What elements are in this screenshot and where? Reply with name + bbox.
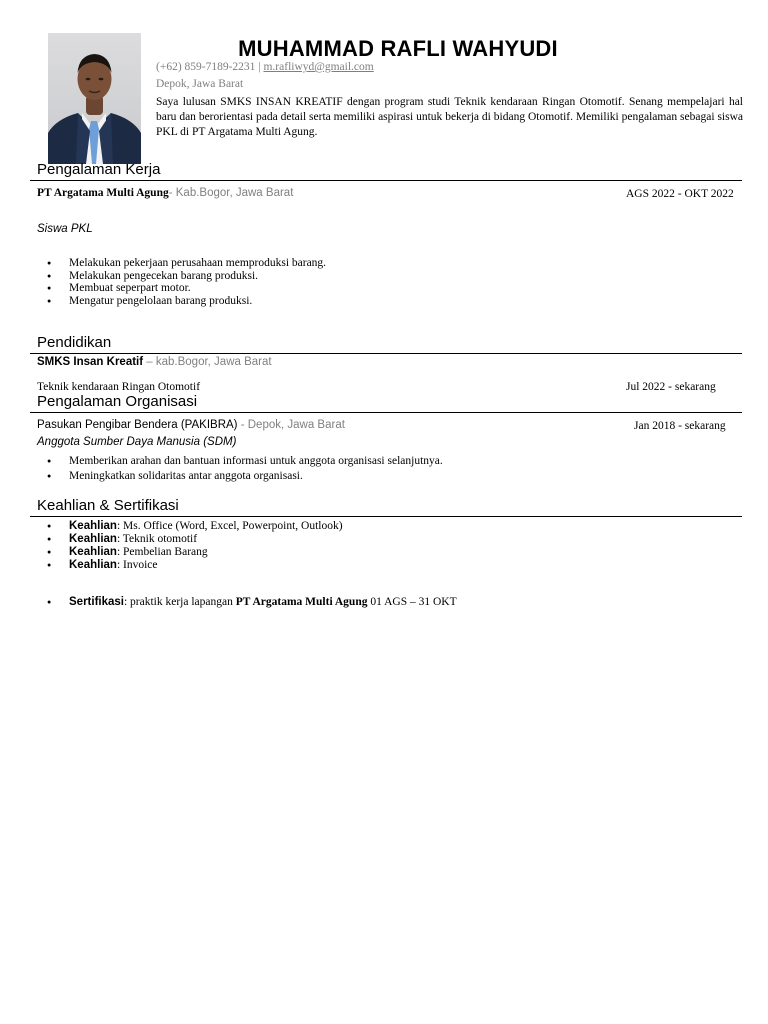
section-divider	[30, 516, 742, 517]
skill-label: Keahlian	[69, 559, 117, 571]
experience-company: PT Argatama Multi Agung	[37, 187, 169, 199]
list-item: ● Meningkatkan solidaritas antar anggota organisasi.	[47, 469, 687, 484]
organization-dates: Jan 2018 - sekarang	[634, 420, 726, 432]
experience-dates: AGS 2022 - OKT 2022	[626, 188, 734, 200]
skill-value: : Pembelian Barang	[116, 546, 208, 558]
location: Depok, Jawa Barat	[156, 78, 244, 90]
skill-item	[47, 520, 647, 533]
skill-item	[47, 559, 647, 572]
summary-paragraph: Saya lulusan SMKS INSAN KREATIF dengan program studi Teknik kendaraan Ringan Otomotif. Senang mempelajari hal baru dan berorientasi pada detail serta memiliki aspirasi untuk bekerja di bidang Otomotif. Memiliki pengalaman sebagai siswa PKL di PT Argatama Multi Agung.	[156, 96, 743, 138]
certification-dates: 01 AGS – 31 OKT	[367, 596, 457, 608]
skill-item	[47, 546, 647, 559]
experience-company-line	[37, 187, 293, 199]
section-title-organization: Pengalaman Organisasi	[37, 393, 198, 410]
organization-name: Pasukan Pengibar Bendera (PAKIBRA)	[37, 419, 238, 431]
email-link[interactable]: m.rafliwyd@gmail.com	[263, 61, 374, 73]
certification-label: Sertifikasi	[69, 596, 124, 608]
section-title-education: Pendidikan	[37, 334, 112, 351]
section-divider	[30, 412, 742, 413]
skill-label: Keahlian	[69, 520, 117, 532]
section-title-experience: Pengalaman Kerja	[37, 161, 161, 178]
organization-role: Anggota Sumber Daya Manusia (SDM)	[37, 436, 237, 448]
skill-label: Keahlian	[69, 533, 117, 545]
skill-value: : Teknik otomotif	[116, 533, 198, 545]
certification-item	[47, 596, 687, 609]
education-dates: Jul 2022 - sekarang	[626, 381, 716, 393]
list-item: ● Melakukan pekerjaan perusahaan memproduksi barang.	[47, 257, 647, 270]
certification-text: : praktik kerja lapangan	[123, 596, 236, 608]
education-school: SMKS Insan Kreatif	[37, 356, 144, 368]
list-item: ● Mengatur pengelolaan barang produksi.	[47, 295, 647, 308]
experience-role: Siswa PKL	[37, 223, 93, 235]
list-item: ● Memberikan arahan dan bantuan informasi untuk anggota organisasi selanjutnya.	[47, 454, 687, 469]
education-school-line	[37, 356, 272, 368]
section-divider	[30, 180, 742, 181]
profile-photo-image	[48, 33, 141, 164]
skill-value: : Invoice	[116, 559, 158, 571]
organization-location: - Depok, Jawa Barat	[240, 419, 345, 431]
profile-photo	[48, 33, 141, 164]
certification-list	[47, 596, 687, 609]
candidate-name: MUHAMMAD RAFLI WAHYUDI	[238, 36, 558, 61]
phone-number: (+62) 859-7189-2231 |	[156, 61, 261, 73]
experience-location: - Kab.Bogor, Jawa Barat	[168, 187, 294, 199]
section-title-skills: Keahlian & Sertifikasi	[37, 497, 179, 514]
list-item: ● Melakukan pengecekan barang produksi.	[47, 270, 647, 283]
education-program: Teknik kendaraan Ringan Otomotif	[37, 381, 201, 393]
education-location: – kab.Bogor, Jawa Barat	[146, 356, 272, 368]
skill-value: : Ms. Office (Word, Excel, Powerpoint, Outlook)	[116, 520, 343, 532]
skill-item	[47, 533, 647, 546]
organization-bullets	[47, 454, 687, 484]
certification-company: PT Argatama Multi Agung	[235, 596, 368, 608]
list-item: ● Membuat seperpart motor.	[47, 282, 647, 295]
experience-bullets	[47, 257, 647, 307]
skills-list	[47, 520, 647, 572]
contact-line	[156, 61, 374, 73]
section-divider	[30, 353, 742, 354]
skill-label: Keahlian	[69, 546, 117, 558]
organization-name-line	[37, 419, 345, 431]
